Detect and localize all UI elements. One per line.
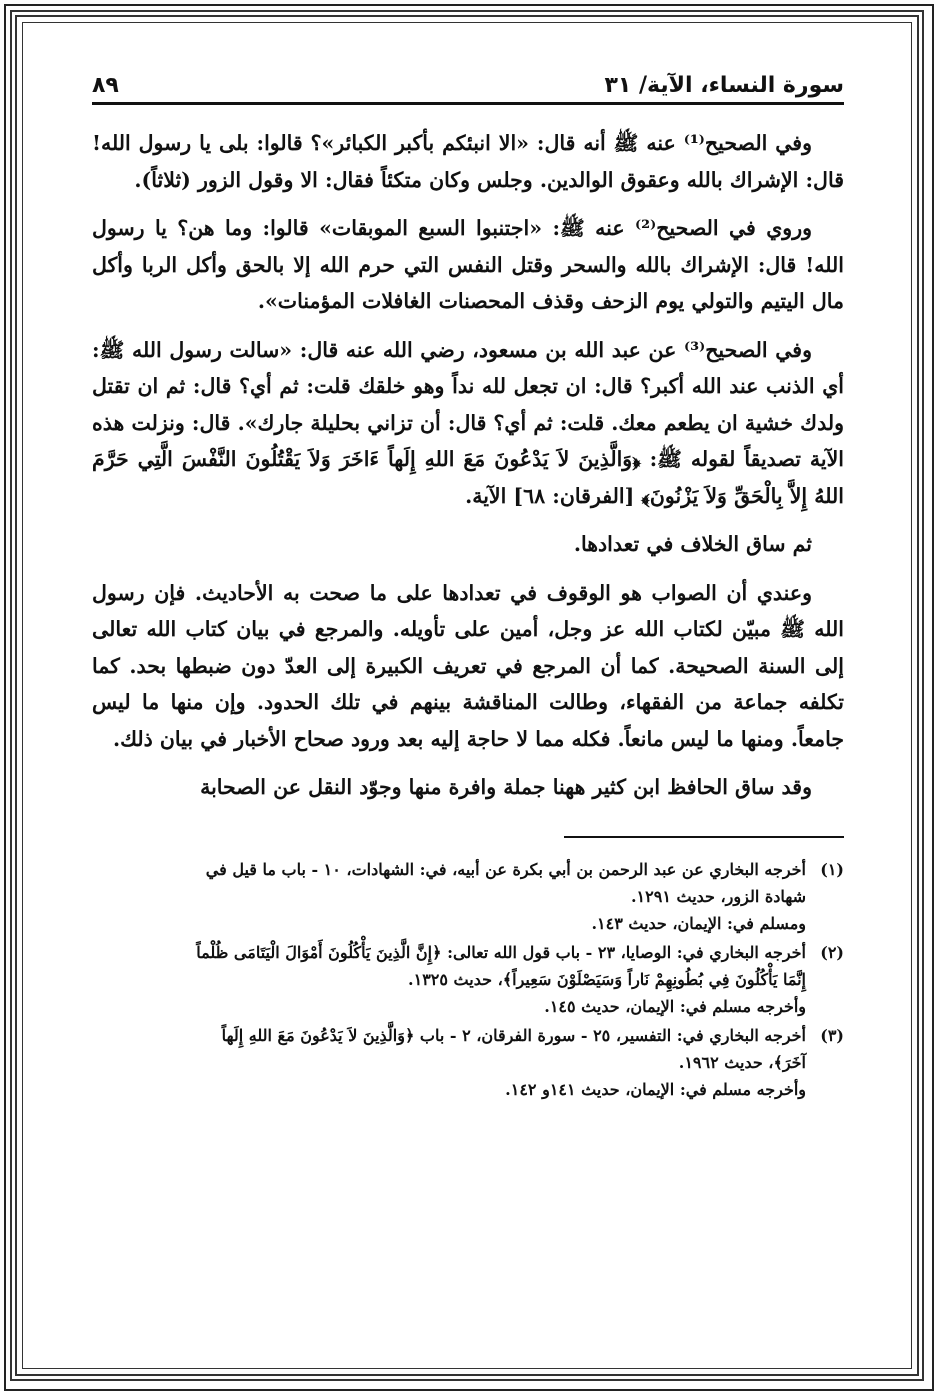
running-header	[92, 62, 844, 105]
footnote-3	[92, 1022, 844, 1103]
paragraph: وروي في الصحيح⁽²⁾ عنه ﷺ: «اجتنبوا السبع الموبقات» قالوا: وما هن؟ يا رسول الله! قال: الإشراك بالله والسحر وقتل النفس التي حرم الله إلا بالحق وأكل الربا وأكل مال اليتيم والتولي يوم الزحف وقذف المحصنات الغافلات المؤمنات».	[92, 216, 844, 313]
footnote-text: أخرجه البخاري عن عبد الرحمن بن أبي بكرة عن أبيه، في: الشهادات، ١٠ - باب ما قيل في	[205, 859, 806, 879]
footnote-text: وأخرجه مسلم في: الإيمان، حديث ١٤٥.	[544, 996, 806, 1016]
page-number: ٨٩	[92, 73, 119, 98]
footnote-text: أخرجه البخاري في: الوصايا، ٢٣ - باب قول الله تعالى: ﴿إِنَّ الَّذِينَ يَأْكُلُونَ أَمْوَالَ الْيَتَامَى ظُلْماً	[196, 942, 806, 962]
footnote-text: أخرجه البخاري في: التفسير، ٢٥ - سورة الفرقان، ٢ - باب ﴿وَالَّذِينَ لاَ يَدْعُونَ مَعَ اللهِ إِلَهاً	[221, 1025, 806, 1045]
running-title: سورة النساء، الآية/ ٣١	[604, 73, 844, 98]
footnote-text: آخَرَ﴾، حديث ١٩٦٢.	[678, 1052, 806, 1072]
footnote-2	[92, 939, 844, 1020]
footnote-1	[92, 856, 844, 937]
main-text	[92, 125, 844, 806]
footnote-text: إِنَّمَا يَأْكُلُونَ فِي بُطُونِهِمْ نَاراً وَسَيَصْلَوْنَ سَعِيراً﴾، حديث ١٣٢٥.	[408, 969, 806, 989]
footnote-separator	[564, 836, 844, 838]
paragraph: وفي الصحيح⁽¹⁾ عنه ﷺ أنه قال: «الا انبئكم بأكبر الكبائر»؟ قالوا: بلى يا رسول الله! قال: الإشراك بالله وعقوق الوالدين. وجلس وكان متكئاً فقال: الا وقول الزور (ثلاثاً).	[92, 131, 844, 192]
footnote-mark: (٢)	[820, 942, 844, 962]
paragraph: وفي الصحيح⁽³⁾ عن عبد الله بن مسعود، رضي الله عنه قال: «سالت رسول الله ﷺ: أي الذنب عند الله أكبر؟ قال: ان تجعل لله نداً وهو خلقك قلت: ثم أي؟ قال: ثم ان تقتل ولدك خشية ان يطعم معك. قلت: ثم أي؟ قال: أن تزاني بحليلة جارك». قال: ونزلت هذه الآية تصديقاً لقوله ﷺ: ﴿وَالَّذِينَ لاَ يَدْعُونَ مَعَ اللهِ إِلَهاً ءَاخَرَ وَلاَ يَقْتُلُونَ النَّفْسَ الَّتِي حَرَّمَ اللهُ إِلاَّ بِالْحَقِّ وَلاَ يَزْنُونَ﴾ [الفرقان: ٦٨] الآية.	[92, 337, 844, 508]
paragraph: وعندي أن الصواب هو الوقوف في تعدادها على ما صحت به الأحاديث. فإن رسول الله ﷺ مبيّن لكتاب الله عز وجل، أمين على تأويله. والمرجع في بيان كتاب الله تعالى إلى السنة الصحيحة. كما أن المرجع في تعريف الكبيرة إلى العدّ دون ضبطها بحد. كما تكلفه جماعة من الفقهاء، وطالت المناقشة بينهم في تلك الحدود. وإن منها ما ليس جامعاً. ومنها ما ليس مانعاً. فكله مما لا حاجة إليه بعد ورود صحاح الأخبار في بيان ذلك.	[92, 580, 844, 751]
page-content	[92, 62, 844, 1105]
paragraph: وقد ساق الحافظ ابن كثير ههنا جملة وافرة منها وجوّد النقل عن الصحابة	[200, 775, 812, 799]
footnote-text: وأخرجه مسلم في: الإيمان، حديث ١٤١و ١٤٢.	[505, 1079, 806, 1099]
footnotes	[92, 856, 844, 1103]
footnote-text: ومسلم في: الإيمان، حديث ١٤٣.	[591, 913, 806, 933]
footnote-mark: (١)	[820, 859, 844, 879]
paragraph: ثم ساق الخلاف في تعدادها.	[573, 532, 812, 556]
footnote-mark: (٣)	[820, 1025, 844, 1045]
footnote-text: شهادة الزور، حديث ١٢٩١.	[630, 886, 806, 906]
